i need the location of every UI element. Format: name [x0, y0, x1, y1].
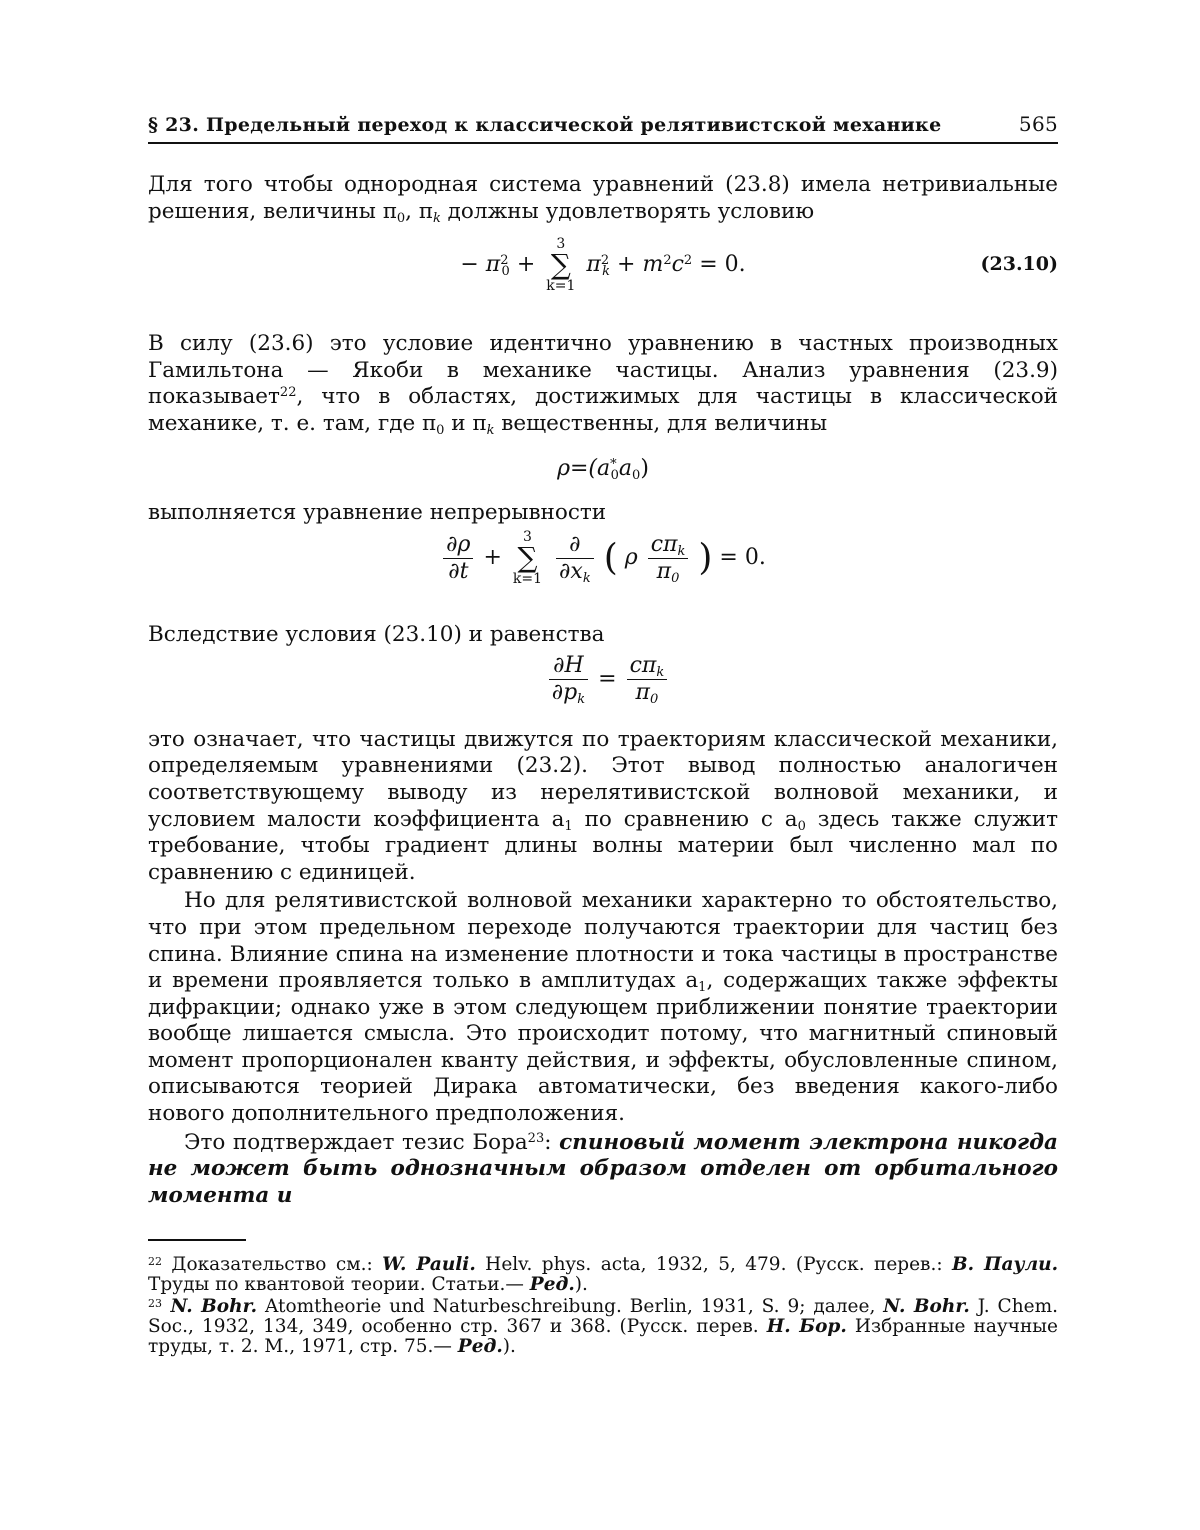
footnote-23: 23 N. Bohr. Atomtheorie und Naturbeschreibung. Berlin, 1931, S. 9; далее, N. Bohr. J. Chem. Soc., 1932, 134, 349, особенно стр. 367 и 368. (Русск. перев. Н. Бор. Избранные научные труды, т. 2. М., 1971, стр. 75.— Ред.).	[148, 1297, 1058, 1357]
equation-number: (23.10)	[981, 253, 1058, 275]
paragraph-4: Вследствие условия (23.10) и равенства	[148, 622, 1058, 649]
equation-rho: ρ=(a*0a0)	[148, 456, 1058, 496]
equation-continuity: ∂ρ ∂t + 3 ∑ k=1 ∂ ∂xk ( ρ cπk π0 ) = 0.	[148, 530, 1058, 614]
footnote-ref-23[interactable]: 23	[528, 1131, 545, 1146]
footnote-22: 22 Доказательство см.: W. Pauli. Helv. phys. acta, 1932, 5, 479. (Русск. перев.: В. Паули. Труды по квантовой теории. Статьи.— Ред.).	[148, 1255, 1058, 1295]
paragraph-5: это означает, что частицы движутся по траекториям классической механики, определяемым уравнениями (23.2). Этот вывод полностью аналогичен соответствующему выводу из нерелятивистской волновой механики, и условием малости коэффициента a1 по сравнению с a0 здесь также служит требование, чтобы градиент длины волны материи был численно мал по сравнению с единицей.	[148, 727, 1058, 887]
paragraph-3: выполняется уравнение непрерывности	[148, 500, 1058, 527]
footnote-separator	[148, 1239, 246, 1241]
paragraph-2: В силу (23.6) это условие идентично уравнению в частных производных Гамильтона — Якоби в механике частицы. Анализ уравнения (23.9) показывает22, что в областях, достижимых для частицы в классической механике, т. е. там, где π0 и πk вещественны, для величины	[148, 331, 1058, 437]
fraction-cpik-pi0: cπk π0	[648, 534, 689, 583]
page	[148, 112, 1058, 1359]
paragraph-1: Для того чтобы однородная система уравнений (23.8) имела нетривиальные решения, величины π0, πk должны удовлетворять условию	[148, 172, 1058, 225]
fraction-d-dxk: ∂ ∂xk	[556, 534, 594, 583]
sum-operator: 3 ∑ k=1	[513, 530, 542, 586]
fraction-drho-dt: ∂ρ ∂t	[443, 534, 473, 583]
footnote-ref-22[interactable]: 22	[280, 385, 297, 400]
paragraph-7: Это подтверждает тезис Бора23: спиновый момент электрона никогда не может быть однозначным образом отделен от орбитального момента и	[148, 1130, 1058, 1210]
paragraph-6: Но для релятивистской волновой механики характерно то обстоятельство, что при этом предельном переходе получаются траектории для частиц без спина. Влияние спина на изменение плотности и тока частицы в пространстве и времени проявляется только в амплитудах a1, содержащих также эффекты дифракции; однако уже в этом следующем приближении понятие траектории вообще лишается смысла. Это происходит потому, что магнитный спиновый момент пропорционален кванту действия, и эффекты, обусловленные спином, описываются теорией Дирака автоматически, без введения какого-либо нового дополнительного предположения.	[148, 888, 1058, 1127]
header-title: § 23. Предельный переход к классической релятивистской механике	[148, 114, 941, 136]
fraction-dH-dpk: ∂H ∂pk	[549, 655, 588, 704]
page-number: 565	[1019, 112, 1058, 136]
sum-operator: 3 ∑ k=1	[546, 237, 575, 293]
equation-hamilton: ∂H ∂pk = cπk π0	[148, 655, 1058, 721]
running-header	[148, 112, 1058, 144]
fraction-cpik-pi0-b: cπk π0	[627, 655, 668, 704]
equation-23-10: − π20 + 3 ∑ k=1 π2k + m2c2 = 0. (23.10)	[148, 233, 1058, 309]
